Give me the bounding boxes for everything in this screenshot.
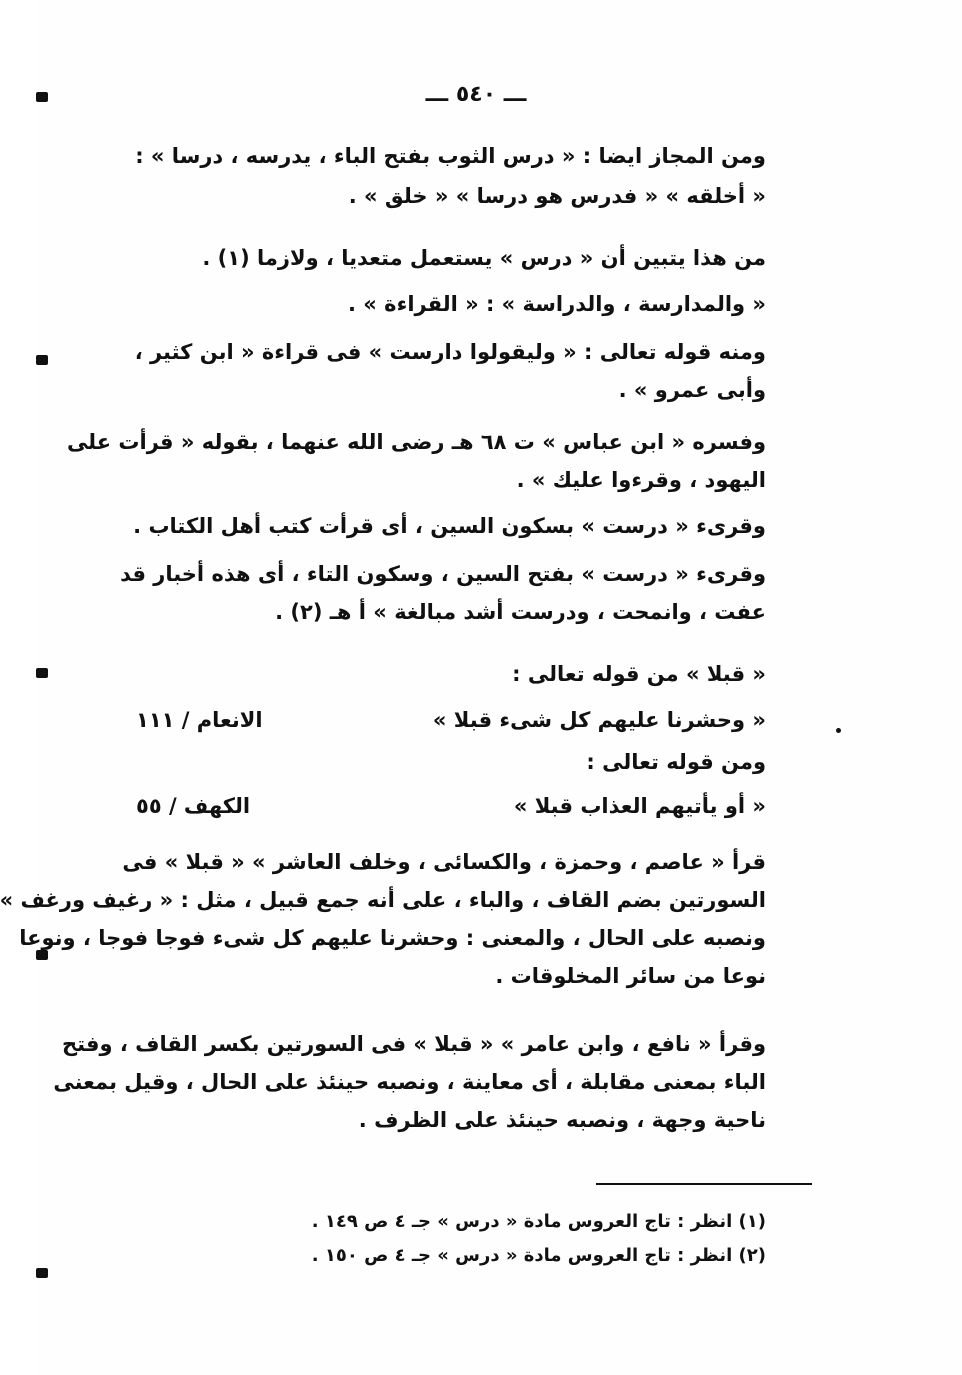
margin-mark xyxy=(36,92,48,102)
footnote: (٢) انظر : تاج العروس مادة « درس » جـ ٤ ص ١٥٠ . xyxy=(311,1245,766,1266)
text-line: ناحية وجهة ، ونصبه حينئذ على الظرف . xyxy=(358,1108,766,1132)
text-line: قرأ « عاصم ، وحمزة ، والكسائى ، وخلف العاشر » « قبلا » فى xyxy=(122,850,766,874)
text-line: ومن قوله تعالى : xyxy=(586,750,766,774)
margin-mark xyxy=(36,668,48,678)
verse-reference: الانعام / ١١١ xyxy=(136,708,263,732)
text-line: « قبلا » من قوله تعالى : xyxy=(512,662,766,686)
margin-dot xyxy=(836,728,841,733)
verse-reference: الكهف / ٥٥ xyxy=(136,794,251,818)
text-line: وقرىء « درست » بفتح السين ، وسكون التاء ، أى هذه أخبار قد xyxy=(120,562,766,586)
text-line: ومنه قوله تعالى : « وليقولوا دارست » فى قراءة « ابن كثير ، xyxy=(134,340,766,364)
text-line: ومن المجاز ايضا : « درس الثوب بفتح الباء ، يدرسه ، درسا » : xyxy=(135,144,766,168)
text-line: عفت ، وانمحت ، ودرست أشد مبالغة » أ هـ (٢) . xyxy=(275,600,766,624)
text-line: وأبى عمرو » . xyxy=(618,378,766,402)
text-line: وقرأ « نافع ، وابن عامر » « قبلا » فى السورتين بكسر القاف ، وفتح xyxy=(62,1032,766,1056)
text-line: وقرىء « درست » بسكون السين ، أى قرأت كتب أهل الكتاب . xyxy=(133,514,766,538)
verse-text: « وحشرنا عليهم كل شىء قبلا » xyxy=(432,708,766,732)
text-line: وفسره « ابن عباس » ت ٦٨ هـ رضى الله عنهما ، بقوله « قرأت على xyxy=(66,430,766,454)
text-line: ونصبه على الحال ، والمعنى : وحشرنا عليهم كل شىء فوجا فوجا ، ونوعا xyxy=(19,926,766,950)
text-line: « أخلقه » « فدرس هو درسا » « خلق » . xyxy=(348,184,766,208)
text-line: نوعا من سائر المخلوقات . xyxy=(495,964,766,988)
text-line: من هذا يتبين أن « درس » يستعمل متعديا ، ولازما (١) . xyxy=(202,246,766,270)
footnote: (١) انظر : تاج العروس مادة « درس » جـ ٤ ص ١٤٩ . xyxy=(311,1211,766,1232)
verse-text: « أو يأتيهم العذاب قبلا » xyxy=(513,794,766,818)
footnote-separator xyxy=(596,1183,812,1185)
page-number: ـــ ٥٤٠ ـــ xyxy=(425,82,527,107)
text-line: اليهود ، وقرءوا عليك » . xyxy=(516,468,766,492)
margin-mark xyxy=(36,355,48,365)
text-line: السورتين بضم القاف ، والباء ، على أنه جمع قبيل ، مثل : « رغيف ورغف » xyxy=(0,888,766,912)
text-line: « والمدارسة ، والدراسة » : « القراءة » . xyxy=(348,292,766,316)
margin-mark xyxy=(36,1268,48,1278)
text-line: الباء بمعنى مقابلة ، أى معاينة ، ونصبه حينئذ على الحال ، وقيل بمعنى xyxy=(53,1070,766,1094)
